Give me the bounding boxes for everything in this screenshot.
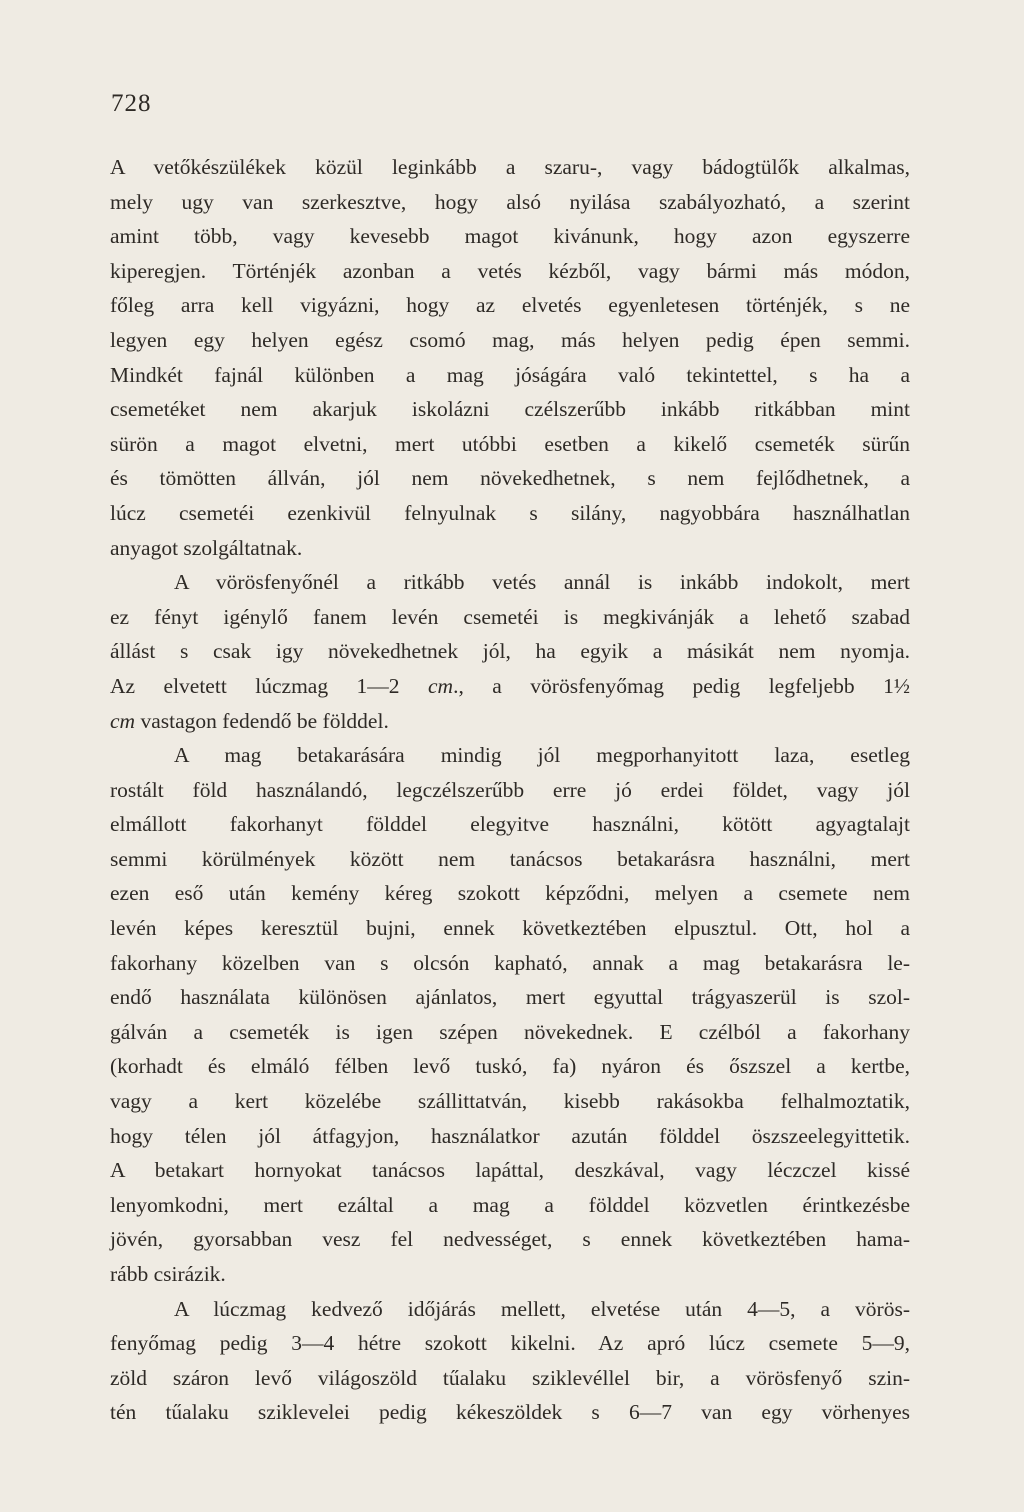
text-line: gálván a csemeték is igen szépen növekednek. E czélból a fakorhany [110, 1019, 910, 1044]
text-line: elmállott fakorhanyt földdel elegyitve használni, kötött agyagtalajt [110, 812, 910, 837]
text-line: fakorhany közelben van s olcsón kapható, annak a mag betakarásra le- [110, 950, 910, 975]
text-line: lenyomkodni, mert ezáltal a mag a földdel közvetlen érintkezésbe [110, 1192, 910, 1217]
text-line: ez fényt igénylő fanem levén csemetéi is megkivánják a lehető szabad [110, 604, 910, 629]
text-line: kiperegjen. Történjék azonban a vetés kézből, vagy bármi más módon, [110, 258, 910, 283]
text-line: Mindkét fajnál különben a mag jóságára való tekintettel, s ha a [110, 362, 910, 387]
text-line: A vörösfenyőnél a ritkább vetés annál is inkább indokolt, mert [174, 570, 910, 595]
text-line: levén képes keresztül bujni, ennek következtében elpusztul. Ott, hol a [110, 916, 910, 941]
text-line: cm vastagon fedendő be földdel. [110, 708, 389, 733]
text-line: (korhadt és elmáló félben levő tuskó, fa) nyáron és őszszel a kertbe, [110, 1054, 910, 1079]
text-line: semmi körülmények között nem tanácsos betakarásra használni, mert [110, 846, 910, 871]
text-line: zöld száron levő világoszöld tűalaku sziklevéllel bir, a vörösfenyő szin- [110, 1365, 910, 1390]
text-line: A mag betakarására mindig jól megporhanyitott laza, esetleg [174, 743, 910, 768]
text-line: tén tűalaku sziklevelei pedig kékeszöldek s 6—7 van egy vörhenyes [110, 1400, 910, 1425]
text-line: A lúczmag kedvező időjárás mellett, elvetése után 4—5, a vörös- [174, 1296, 910, 1321]
text-line: fenyőmag pedig 3—4 hétre szokott kikelni. Az apró lúcz csemete 5—9, [110, 1331, 910, 1356]
page-number: 728 [111, 90, 152, 117]
text-line: ezen eső után kemény kéreg szokott képződni, melyen a csemete nem [110, 881, 910, 906]
text-line: mely ugy van szerkesztve, hogy alsó nyilása szabályozható, a szerint [110, 189, 910, 214]
text-line: A betakart hornyokat tanácsos lapáttal, deszkával, vagy léczczel kissé [110, 1158, 910, 1183]
text-line: amint több, vagy kevesebb magot kivánunk, hogy azon egyszerre [110, 224, 910, 249]
text-line: és tömötten állván, jól nem növekedhetnek, s nem fejlődhetnek, a [110, 466, 910, 491]
text-line: lúcz csemetéi ezenkivül felnyulnak s silány, nagyobbára használhatlan [110, 500, 910, 525]
text-line: anyagot szolgáltatnak. [110, 535, 303, 560]
body-text [110, 150, 910, 1430]
text-line: állást s csak igy növekedhetnek jól, ha egyik a másikát nem nyomja. [110, 639, 910, 664]
text-line: hogy télen jól átfagyjon, használatkor azután földdel öszszeelegyittetik. [110, 1123, 910, 1148]
text-line: jövén, gyorsabban vesz fel nedvességet, s ennek következtében hama- [110, 1227, 910, 1252]
text-line: endő használata különösen ajánlatos, mert egyuttal trágyaszerül is szol- [110, 985, 910, 1010]
text-line: főleg arra kell vigyázni, hogy az elvetés egyenletesen történjék, s ne [110, 293, 910, 318]
text-line: rább csirázik. [110, 1262, 226, 1286]
text-line: sürön a magot elvetni, mert utóbbi esetben a kikelő csemeték sürűn [110, 431, 910, 456]
text-line: legyen egy helyen egész csomó mag, más helyen pedig épen semmi. [110, 327, 910, 352]
text-line: vagy a kert közelébe szállittatván, kisebb rakásokba felhalmoztatik, [110, 1089, 910, 1114]
text-line: rostált föld használandó, legczélszerűbb erre jó erdei földet, vagy jól [110, 777, 910, 802]
text-line: A vetőkészülékek közül leginkább a szaru-, vagy bádogtülők alkalmas, [110, 155, 910, 179]
text-line: csemetéket nem akarjuk iskolázni czélszerűbb inkább ritkábban mint [110, 397, 910, 422]
text-line: Az elvetett lúczmag 1—2 cm., a vörösfenyőmag pedig legfeljebb 1½ [110, 673, 910, 698]
